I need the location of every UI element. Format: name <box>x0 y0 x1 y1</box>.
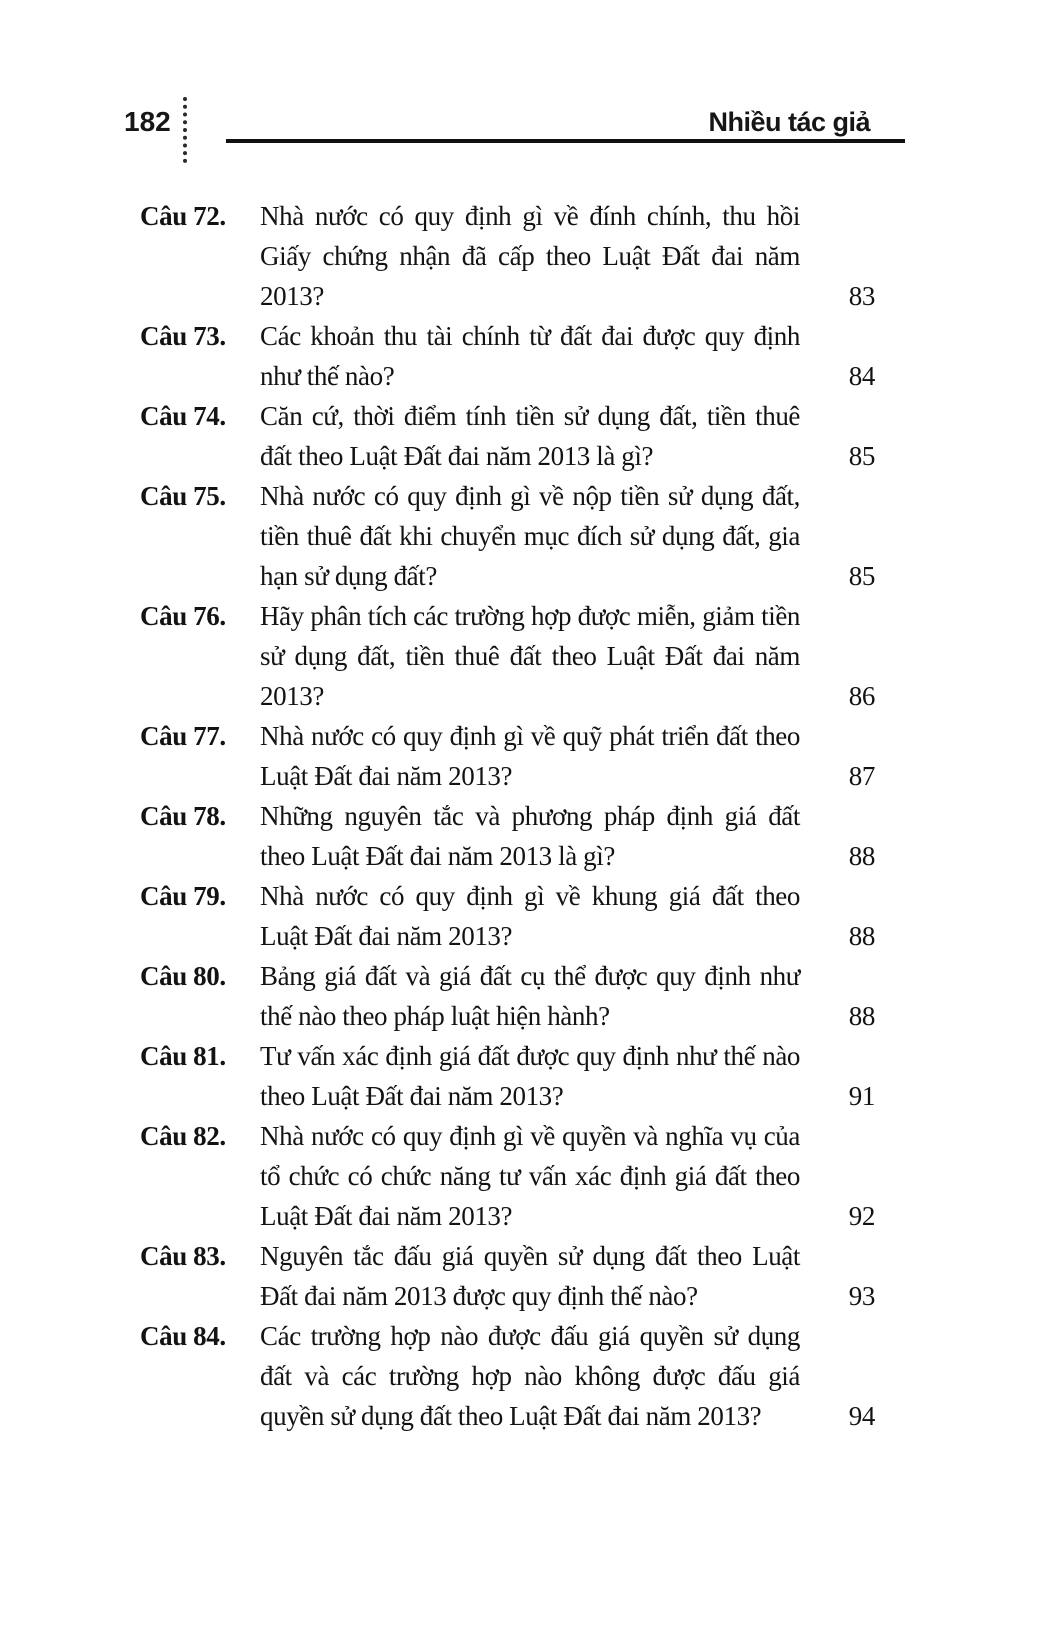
question-text: Hãy phân tích các trường hợp được miễn, giảm tiền sử dụng đất, tiền thuê đất theo Luật Đất đai năm 2013? <box>260 601 800 711</box>
question-label: Câu 79. <box>140 881 226 911</box>
question-label: Câu 74. <box>140 401 226 431</box>
toc-entry <box>140 1116 875 1236</box>
question-label: Câu 75. <box>140 481 226 511</box>
page-ref: 94 <box>848 1401 875 1431</box>
question-label: Câu 82. <box>140 1121 226 1151</box>
question-text: Nhà nước có quy định gì về quyền và nghĩa vụ của tổ chức có chức năng tư vấn xác định giá đất theo Luật Đất đai năm 2013? <box>260 1121 800 1231</box>
toc-entry <box>140 396 875 476</box>
toc-entry <box>140 956 875 1036</box>
page-ref: 91 <box>848 1081 875 1111</box>
toc-entry <box>140 1236 875 1316</box>
table-of-contents <box>140 196 875 1436</box>
page-ref: 83 <box>848 281 875 311</box>
page-ref: 88 <box>848 921 875 951</box>
page-ref: 85 <box>848 441 875 471</box>
question-label: Câu 81. <box>140 1041 226 1071</box>
question-label: Câu 72. <box>140 201 226 231</box>
question-label: Câu 76. <box>140 601 226 631</box>
question-label: Câu 83. <box>140 1241 226 1271</box>
page-ref: 87 <box>848 761 875 791</box>
page-ref: 93 <box>848 1281 875 1311</box>
toc-entry <box>140 316 875 396</box>
page-number: 182 <box>124 106 171 137</box>
question-label: Câu 80. <box>140 961 226 991</box>
question-label: Câu 84. <box>140 1321 226 1351</box>
question-text: Nguyên tắc đấu giá quyền sử dụng đất theo Luật Đất đai năm 2013 được quy định thế nào? <box>260 1241 800 1311</box>
toc-entry <box>140 1316 875 1436</box>
question-label: Câu 78. <box>140 801 226 831</box>
question-text: Tư vấn xác định giá đất được quy định như thế nào theo Luật Đất đai năm 2013? <box>260 1041 800 1111</box>
question-text: Những nguyên tắc và phương pháp định giá đất theo Luật Đất đai năm 2013 là gì? <box>260 801 800 871</box>
toc-entry <box>140 196 875 316</box>
page-ref: 86 <box>848 681 875 711</box>
question-label: Câu 77. <box>140 721 226 751</box>
toc-entry <box>140 876 875 956</box>
question-text: Nhà nước có quy định gì về quỹ phát triển đất theo Luật Đất đai năm 2013? <box>260 721 800 791</box>
toc-entry <box>140 796 875 876</box>
toc-entry <box>140 596 875 716</box>
page-ref: 85 <box>848 561 875 591</box>
toc-entry <box>140 1036 875 1116</box>
page-ref: 92 <box>848 1201 875 1231</box>
question-text: Các trường hợp nào được đấu giá quyền sử dụng đất và các trường hợp nào không được đấu giá quyền sử dụng đất theo Luật Đất đai năm 2013? <box>260 1321 800 1431</box>
question-text: Nhà nước có quy định gì về nộp tiền sử dụng đất, tiền thuê đất khi chuyển mục đích sử dụng đất, gia hạn sử dụng đất? <box>260 481 800 591</box>
question-text: Nhà nước có quy định gì về khung giá đất theo Luật Đất đai năm 2013? <box>260 881 800 951</box>
question-text: Các khoản thu tài chính từ đất đai được quy định như thế nào? <box>260 321 800 391</box>
page-ref: 84 <box>848 361 875 391</box>
chain-ornament <box>183 97 187 163</box>
toc-entry <box>140 716 875 796</box>
question-text: Bảng giá đất và giá đất cụ thể được quy định như thế nào theo pháp luật hiện hành? <box>260 961 800 1031</box>
page-ref: 88 <box>848 841 875 871</box>
question-label: Câu 73. <box>140 321 226 351</box>
page-ref: 88 <box>848 1001 875 1031</box>
question-text: Nhà nước có quy định gì về đính chính, thu hồi Giấy chứng nhận đã cấp theo Luật Đất đai năm 2013? <box>260 201 800 311</box>
header-rule <box>226 139 905 143</box>
toc-entry <box>140 476 875 596</box>
running-header-author: Nhiều tác giả <box>708 107 870 137</box>
question-text: Căn cứ, thời điểm tính tiền sử dụng đất, tiền thuê đất theo Luật Đất đai năm 2013 là gì? <box>260 401 800 471</box>
